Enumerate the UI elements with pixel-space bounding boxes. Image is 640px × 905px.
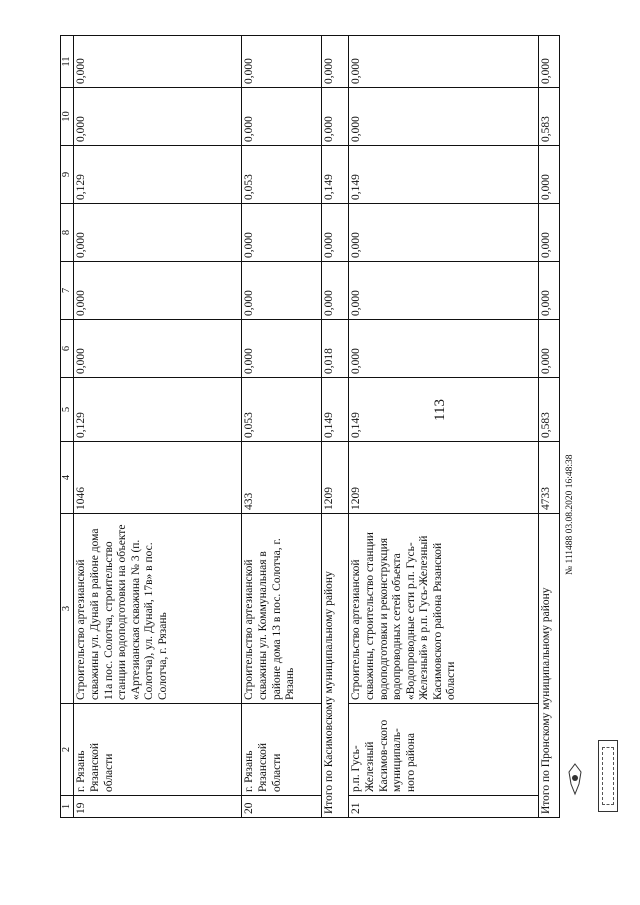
total-value: 0,583 bbox=[539, 378, 560, 442]
row-value: 0,000 bbox=[349, 320, 539, 378]
row-value: 0,000 bbox=[242, 204, 322, 262]
total-value: 0,149 bbox=[322, 146, 349, 204]
row-value: 0,053 bbox=[242, 378, 322, 442]
total-value: 0,149 bbox=[322, 378, 349, 442]
row-value: 0,129 bbox=[74, 378, 242, 442]
row-description: Строительство артезианской скважины ул. Дунай в районе дома 11а пос. Солотча, строительство станции водоподготовки на объекте «Артезианская скважина № 3 (п. Солотча), ул. Дунай, 17в» в пос. Солотча, г. Рязань bbox=[74, 514, 242, 704]
header-cell: 6 bbox=[61, 320, 74, 378]
table-row bbox=[242, 36, 322, 818]
row-description: Строительство артезианской скважины ул. Коммунальная в районе дома 13 в пос. Солотча, г. Рязань bbox=[242, 514, 322, 704]
header-cell: 1 bbox=[61, 796, 74, 818]
registration-stamp bbox=[598, 740, 618, 812]
row-value: 0,000 bbox=[74, 262, 242, 320]
header-cell: 7 bbox=[61, 262, 74, 320]
total-value: 0,000 bbox=[539, 146, 560, 204]
total-label: Итого по Касимовскому муниципальному району bbox=[322, 514, 349, 818]
stamp-border bbox=[602, 747, 614, 805]
row-value: 0,000 bbox=[74, 36, 242, 88]
row-value: 0,000 bbox=[242, 88, 322, 146]
row-value: 0,000 bbox=[349, 262, 539, 320]
row-description: Строительство артезианской скважины, строительство станции водоподготовки и реконструкция водопроводных сетей объекта «Водопроводные сети р.п. Гусь-Железный» в р.п. Гусь-Железный Касимовского района Рязанской области bbox=[349, 514, 539, 704]
header-cell: 4 bbox=[61, 442, 74, 514]
total-row bbox=[322, 36, 349, 818]
table-row bbox=[74, 36, 242, 818]
row-number: 19 bbox=[74, 796, 242, 818]
header-cell: 9 bbox=[61, 146, 74, 204]
total-value: 0,583 bbox=[539, 88, 560, 146]
row-place: г. Рязань Рязанской области bbox=[74, 704, 242, 796]
row-value: 1046 bbox=[74, 442, 242, 514]
row-value: 1209 bbox=[349, 442, 539, 514]
row-number: 20 bbox=[242, 796, 322, 818]
total-label: Итого по Пронскому муниципальному району bbox=[539, 514, 560, 818]
total-value: 0,000 bbox=[322, 88, 349, 146]
row-value: 0,000 bbox=[242, 36, 322, 88]
total-value: 0,000 bbox=[322, 36, 349, 88]
header-cell: 2 bbox=[61, 704, 74, 796]
registration-footer: № 111488 03.08.2020 16:48:38 bbox=[565, 454, 575, 575]
data-table-wrapper bbox=[60, 36, 553, 818]
header-cell: 11 bbox=[61, 36, 74, 88]
total-value: 0,000 bbox=[539, 204, 560, 262]
row-value: 0,053 bbox=[242, 146, 322, 204]
total-value: 0,000 bbox=[539, 320, 560, 378]
total-value: 0,000 bbox=[322, 262, 349, 320]
header-cell: 10 bbox=[61, 88, 74, 146]
total-value: 0,000 bbox=[322, 204, 349, 262]
data-table bbox=[60, 35, 560, 818]
table-row bbox=[349, 36, 539, 818]
row-value: 433 bbox=[242, 442, 322, 514]
header-cell: 3 bbox=[61, 514, 74, 704]
row-value: 0,000 bbox=[74, 204, 242, 262]
row-value: 0,149 bbox=[349, 146, 539, 204]
header-cell: 8 bbox=[61, 204, 74, 262]
row-place: г. Рязань Рязанской области bbox=[242, 704, 322, 796]
row-value: 0,000 bbox=[242, 262, 322, 320]
row-number: 21 bbox=[349, 796, 539, 818]
row-value: 0,000 bbox=[242, 320, 322, 378]
total-value: 0,000 bbox=[539, 262, 560, 320]
row-value: 0,000 bbox=[349, 88, 539, 146]
total-value: 1209 bbox=[322, 442, 349, 514]
crest-icon bbox=[565, 760, 585, 800]
total-row bbox=[539, 36, 560, 818]
row-value: 0,000 bbox=[74, 320, 242, 378]
header-row bbox=[61, 36, 74, 818]
total-value: 4733 bbox=[539, 442, 560, 514]
total-value: 0,000 bbox=[539, 36, 560, 88]
page-number: 113 bbox=[432, 399, 448, 421]
row-value: 0,149 bbox=[349, 378, 539, 442]
row-value: 0,000 bbox=[349, 204, 539, 262]
header-cell: 5 bbox=[61, 378, 74, 442]
total-value: 0,018 bbox=[322, 320, 349, 378]
row-value: 0,129 bbox=[74, 146, 242, 204]
row-place: р.п. Гусь-Железный Касимов-ского муниципаль-ного района bbox=[349, 704, 539, 796]
row-value: 0,000 bbox=[349, 36, 539, 88]
row-value: 0,000 bbox=[74, 88, 242, 146]
